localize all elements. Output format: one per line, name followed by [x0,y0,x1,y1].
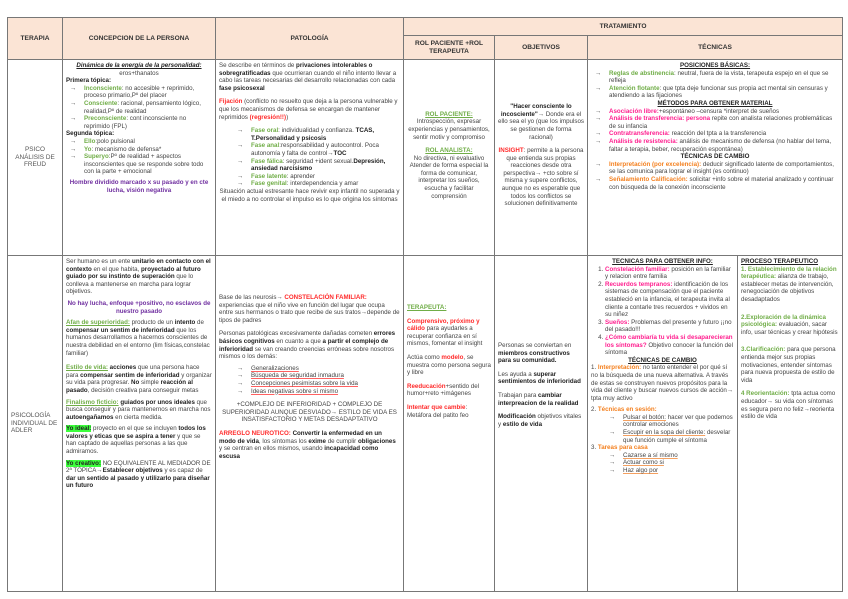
therapy-comparison-table [7,17,843,592]
table-row-freud [8,60,843,256]
info-list [591,266,734,357]
concepcion-freud: Dinámica de la energía de la personalidad: eros+thanatos Primera tópica: → Inconsciente: no accesible + reprimido, proceso primario,Pº del placer → Consciente: racional, pensamiento lógico, realidad,Pº de realidad → Preconsciente: cont inconsciente no reprimido (FPL) Segunda tópica: → Ello:polo pulsional → Yo: mecanismo de defensa* → Superyo:Pº de realidad + aspectos insconscientes que se responde sobre todo con la parte + emocional Hombre dividido marcado x su pasado y en cte lucha, visión negativa [63,60,216,256]
posiciones-title: POSICIONES BÁSICAS: [679,62,751,69]
rol-freud: ROL PACIENTE: Introspección, expresar experiencias y pensamientos, sentir motiv y compromiso ROL ANALISTA: No directiva, ni evaluativo Atender de forma especial la forma de comunicar, interpretar los sueños, escucha y facilitar comprensión [404,60,495,256]
terapia-freud: PSICO ANÁLISIS DE FREUD [8,60,63,256]
rol-paciente-label: ROL PACIENTE: [425,110,473,118]
segunda-topica-label: Segunda tópica: [66,130,115,138]
list-item: → Análisis de resistencia: análisis de mecanismo de defensa (no hablar del tema, faltar a terapia, beber, recuperación espontánea) [595,138,839,153]
segunda-topica-list [66,138,212,176]
proceso-adler: PROCESO TERAPEUTICO 1. Establecimiento de la relación terapéutica: alianza de trabajo, establecer metas de intervención, renegociación de objetivos desadaptados 2.Exploración de la dinámica psicológica: evaluación, sacar info, usar técnicas y crear hipótesis 3.Clarificación: para que persona entienda mejor sus propias motivaciones, entender síntomas para nueva propuesta de estilo de vida 4 Reorientación: tpta actua como educador→ su vida con síntomas es segura pero no feliz→reorienta estilo de vida [738,256,843,592]
list-item: → Fase fálica: seguridad +ident sexual.Depresión, ansiedad narcisismo [237,158,400,173]
tecnicas-freud [588,60,843,256]
list-item: 3. Sueños: Problemas del presente y futuro ¡¡no del pasado!!! [605,319,734,334]
list-item: → Preconsciente: cont inconsciente no reprimido (FPL) [70,115,212,130]
list-item: → Búsqueda de seguridad inmadura [237,372,400,380]
patologia-adler: Base de las neurosis→ CONSTELACIÓN FAMILIAR: experiencias que el niño vive en función del lugar que ocupa entre sus hermanos o trato que recibe de sus tratos→depende de tipos de padres Personas patológicas excesivamente dañadas cometen errores básicos cognitivos en cuanto a que a partir el complejo de inferioridad se van creando creencias erróneas sobre nosotros mismos o los demás: → Generalizaciones → Búsqueda de seguridad inmadura → Concepciones pesimistas sobre la vida → Ideas negativas sobre sí mismo +COMPLEJO DE INFERIORIDAD + COMPLEJO DE SUPERIORIDAD AUNQUE DESVIADO→ ESTILO DE VIDA ES INSATISFACTORIO Y METAS DESADAPTATIVO ARREGLO NEUROTICO: Convertir la enfermedad en un modo de vida, los síntomas los exime de cumplir obligaciones y se centran en ellos mismos, usando incapacidad como escusa [216,256,404,592]
list-item: → Ideas negativas sobre sí mismo [237,388,400,396]
concepcion-adler: Ser humano es un ente unitario en contacto con el contexto en el que habita, proyectado al futuro guiado por su instinto de superación que lo conlleva a mantenerse en marcha para lograr objetivos. No hay lucha, enfoque +positivo, no esclavos de nuestro pasado Afan de superioridad: producto de un intento de compensar un sentim de inferioridad que los humanos desarrollamos a hacernos conscientes de nuestra debilidad en el entorno (lim físicas,constelac familiar) Estilo de vida: acciones que una persona hace para compensar sentim de inferioridad y organizar su vida para progresar. No simple reacción al pasado, decisión creativa para conseguir metas Finalismo ficticio: guiados por unos ideales que busca conseguir y para mantenernos en marcha nos autoengañamos en cierta medida. Yo ideal: proyecto en el que se incluyen todos los valores y eticas que se aspira a tener y que se han captado de aquellas personas a las que admiramos. Yo creativo: NO EQUIVALENTE AL MEDIADOR DE 2ª TÓPICA→Establecer objetivos y es capaz de dar un sentido al pasado y utilizarlo para diseñar un futuro [63,256,216,592]
objetivos-adler: Personas se conviertan en miembros constructivos para su comunidad. Les ayuda a superar sentimientos de inferioridad Trabajan para cambiar interpreacion de la realidad Modificación objetivos vitales y estilo de vida [495,256,588,592]
primera-topica-list [66,85,212,131]
list-item: → Generalizaciones [237,365,400,373]
header-terapia: TERAPIA [8,18,63,60]
list-item: → Fase genital: interdependencia y amar [237,180,400,188]
proceso-title: PROCESO TERAPEUTICO [741,258,819,265]
list-item: → Fase oral: individualidad y confianza. TCAS, T.Personalidad y psicosis [237,127,400,142]
header-concepcion: CONCEPCION DE LA PERSONA [63,18,216,60]
table-row-adler [8,256,843,592]
header-objetivos: OBJETIVOS [495,36,588,60]
list-item: 2. Recuerdos tempranos: identificación de los sistemas de compensación que el paciente estableció en la infancia, el terapeuta invita al cliente a contarle tres recuerdos + vividos en su niñez [605,281,734,319]
dinamica-title: Dinámica de la energía de la personalidad: [76,62,202,69]
adler-summary: No hay lucha, enfoque +positivo, no esclavos de nuestro pasado [67,299,211,315]
list-item: → Superyo:Pº de realidad + aspectos insconscientes que se responde sobre todo con la parte + emocional [70,153,212,176]
tecnicas-adler: TECNICAS PARA OBTENER INFO: 1. Constelación familiar: posición en la familiar y relacion entre familia 2. Recuerdos tempranos: identificación de los sistemas de compensación que el paciente estableció en la infancia, el terapeuta invita al cliente a contarle tres recuerdos + vividos en su niñez 3. Sueños: Problemas del presente y futuro ¡¡no del pasado!!! 4. ¿Cómo cambiaría tu vida si desaparecieran los síntomas? Objetivo conocer la función del síntoma TÉCNICAS DE CAMBIO 1. Interpretación: no tanto entender el por qué sí no la búsqueda de una nueva alternativa. A través de estas se construyen nuevos propósitos para la vida del cliente y buscar nuevos cursos de acción→ tpta muy activo 2. Técnicas en sesión: → Pulsar el botón: hacer ver que podemos controlar emociones → Escupir en la sopa del cliente: desvelar que función cumple el síntoma 3. Tareas para casa → Cazarse a sí mismo → Actuar como si → Haz algo por [588,256,738,592]
header-tecnicas: TÉCNICAS [588,36,843,60]
freud-closing: Situación actual estresante hace revivir exp infantil no superada y el miedo a no controlar el impulso es lo que origina los síntomas [219,187,400,203]
list-item: 4. ¿Cómo cambiaría tu vida si desaparecieran los síntomas? Objetivo conocer la función del síntoma [605,334,734,357]
objetivos-freud: "Hacer consciente lo incosciente"→ Donde era el ello sea el yo (que los impulsos se gestionen de forma racional) INSIGHT: permite a la persona que entienda sus propias reacciones desde otra perspectiva→ +cto sobre sí misma y supere conflictos, aunque no es esperable que todos los conflictos se solucionen definitivamente [495,60,588,256]
list-item: → Señalamiento Calificación: solicitar +info sobre el material analizado y continuar con búsqueda de la conexión inconsciente [595,176,839,191]
list-item: → Pulsar el botón: hacer ver que podemos controlar emociones [609,414,734,429]
rol-adler: TERAPEUTA: Comprensivo, próximo y cálido para ayudarles a recuperar confianza en sí mismos, fomentar el insight Actúa como modelo, se muestra como persona segura y libre Reeducación+sentido del humor+reto +imágenes Intentar que cambie: Metáfora del patito feo [404,256,495,592]
primera-topica-label: Primera tópica: [66,77,112,85]
patologia-freud: Se describe en términos de privaciones intolerables o sobregratificadas que ocurrieran cuando el niño intento llevar a cabo las tareas necesarias del desarrollo relacionadas con cada fase psicosexal Fijación (conflicto no resuelto que deja a la persona vulnerable y que los mecanismos de defensa se encargan de mantener reprimidos (regresión!!)) → Fase oral: individualidad y confianza. TCAS, T.Personalidad y psicosis → Fase anal:responsabilidad y autocontrol. Poca autonomía y falta de control→TOC → Fase fálica: seguridad +ident sexual.Depresión, ansiedad narcisismo → Fase latente: aprender → Fase genital: interdependencia y amar Situación actual estresante hace revivir exp infantil no superada y el miedo a no controlar el impulso es lo que origina los síntomas [216,60,404,256]
list-item: → Cazarse a sí mismo [609,452,734,460]
list-item: → Asociación libre:+espontáneo –censura *interpret de sueños [595,108,839,116]
header-tratamiento: TRATAMIENTO [404,18,843,36]
list-item: → Fase anal:responsabilidad y autocontrol. Poca autonomía y falta de control→TOC [237,142,400,157]
list-item: → Reglas de abstinencia: neutral, fuera de la vista, terapeuta espejo en el que se refleja [595,70,839,85]
terapia-adler: PSICOLOGÍA INDIVIDUAL DE ADLER [8,256,63,592]
list-item: → Ello:polo pulsional [70,138,212,146]
list-item: → Contratransferencia: reacción del tpta a la transferencia [595,130,839,138]
fases-list [219,127,400,188]
list-item: → Escupir en la sopa del cliente: desvelar que función cumple el síntoma [609,429,734,444]
list-item: → Consciente: racional, pensamiento lógico, realidad,Pº de realidad [70,100,212,115]
freud-summary: Hombre dividido marcado x su pasado y en cte lucha, visión negativa [69,178,209,194]
header-rol: ROL PACIENTE +ROL TERAPEUTA [404,36,495,60]
list-item: → Fase latente: aprender [237,173,400,181]
cambio-title: TÉCNICAS DE CAMBIO [680,153,750,161]
list-item: → Atención flotante: que tpta deje funcionar sus propia act mental sin censuras y atendiendo a las fijaciones [595,85,839,100]
list-item: → Actuar como si [609,459,734,467]
list-item: → Inconsciente: no accesible + reprimido, proceso primario,Pº del placer [70,85,212,100]
rol-analista-label: ROL ANALISTA: [425,147,473,155]
list-item: → Interpretación (por excelencia): deducir significado latente de comportamientos, se las comunica para lograr el insight (es continuo) [595,161,839,176]
fijacion-label: Fijación [219,98,243,106]
metodos-title: MÉTODOS PARA OBTENER MATERIAL [657,99,773,107]
header-patologia: PATOLOGÍA [216,18,404,60]
errores-list [219,365,400,395]
cambio-title-adler: TÉCNICAS DE CAMBIO [628,356,697,364]
list-item: → Yo: mecanismo de defensa* [70,146,212,154]
list-item: → Análisis de transferencia: persona repite con analista relaciones problemáticas de su infancia [595,115,839,130]
info-title: TECNICAS PARA OBTENER INFO: [612,258,713,265]
list-item: → Concepciones pesimistas sobre la vida [237,380,400,388]
list-item: 1. Constelación familiar: posición en la familiar y relacion entre familia [605,266,734,281]
list-item: → Haz algo por [609,467,734,475]
